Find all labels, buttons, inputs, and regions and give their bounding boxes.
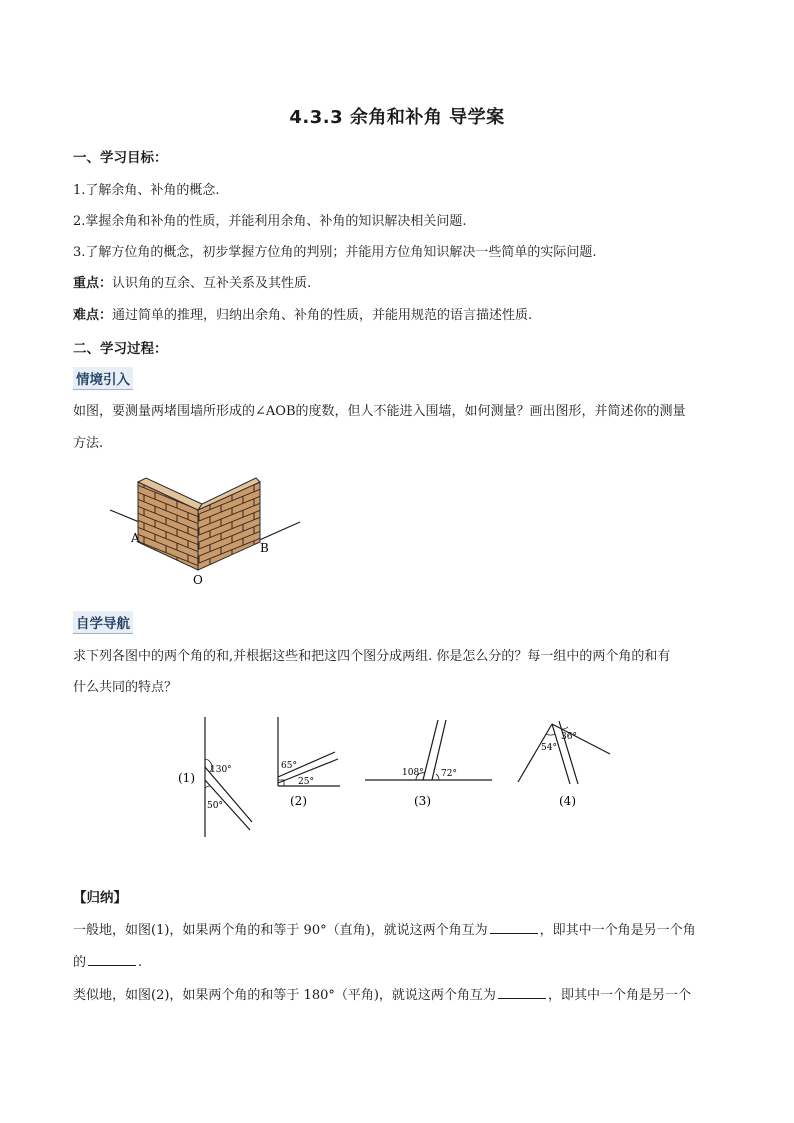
brick-wall-figure: [100, 470, 320, 590]
fig3-angle-72: 72°: [441, 769, 457, 779]
figure-3: [365, 720, 492, 808]
goal-item-3: 3.了解方位角的概念，初步掌握方位角的判别；并能用方位角知识解决一些简单的实际问题.: [73, 245, 597, 260]
fig1-label: (1): [178, 771, 195, 785]
page-title: 4.3.3 余角和补角 导学案: [289, 107, 505, 128]
self-study-text-line-2: 什么共同的特点？: [73, 680, 178, 695]
angle-figures: [170, 712, 620, 842]
label-o: O: [193, 573, 203, 587]
figure-4: [518, 721, 610, 808]
self-study-text-line-1: 求下列各图中的两个角的和,并根据这些和把这四个图分成两组. 你是怎么分的？每一组中的两个角的和有: [73, 649, 671, 664]
difficulty-text: 通过简单的推理，归纳出余角、补角的性质，并能用规范的语言描述性质.: [112, 308, 533, 323]
difficulty-label: 难点：: [73, 308, 113, 323]
fig1-angle-50: 50°: [207, 801, 223, 811]
summary-p1-part-b: ，即其中一个角是另一个角: [539, 923, 696, 938]
figure-1: [178, 717, 252, 837]
summary-heading: 【归纳】: [73, 890, 127, 906]
label-a: A: [131, 531, 140, 545]
key-point-line: [73, 272, 311, 291]
key-point-label: 重点：: [73, 276, 113, 291]
key-point-text: 认识角的互余、互补关系及其性质.: [112, 276, 312, 291]
ray-ob: [255, 522, 300, 542]
goal-item-2: 2.掌握余角和补角的性质，并能利用余角、补角的知识解决相关问题.: [73, 214, 467, 229]
summary-paragraph-2: [73, 984, 691, 1003]
blank-complement-of[interactable]: [88, 953, 136, 966]
section-heading-process: 二、学习过程：: [73, 341, 168, 357]
section-heading-goals: 一、学习目标：: [73, 150, 168, 166]
summary-p1-part-a: 一般地，如图(1)，如果两个角的和等于 90°（直角)，就说这两个角互为: [73, 923, 488, 938]
figure-2: [278, 717, 340, 808]
intro-text-line-1: 如图，要测量两堵围墙所形成的∠AOB的度数，但人不能进入围墙，如何测量？画出图形，并简述你的测量: [73, 404, 686, 419]
summary-paragraph-1: [73, 919, 696, 938]
summary-p2-part-b: ，即其中一个角是另一个: [547, 988, 691, 1003]
fig2-angle-25: 25°: [298, 777, 314, 787]
fig1-angle-130: 130°: [210, 765, 232, 775]
tag-self-study: 自学导航: [73, 611, 133, 634]
summary-p1-part-c: 的: [73, 955, 87, 970]
fig3-angle-108: 108°: [402, 768, 424, 778]
goal-item-1: 1.了解余角、补角的概念.: [73, 183, 220, 198]
summary-p1-part-d: .: [138, 955, 143, 970]
label-b: B: [260, 541, 269, 555]
fig2-angle-65: 65°: [281, 761, 297, 771]
fig3-label: (3): [414, 794, 431, 808]
tag-scenario-intro: 情境引入: [73, 367, 133, 390]
summary-p2-part-a: 类似地，如图(2)，如果两个角的和等于 180°（平角)，就说这两个角互为: [73, 988, 496, 1003]
intro-text-line-2: 方法.: [73, 436, 104, 451]
fig4-angle-54: 54°: [541, 743, 557, 753]
blank-supplementary[interactable]: [498, 986, 546, 999]
fig2-label: (2): [290, 794, 307, 808]
difficulty-line: [73, 304, 532, 323]
summary-paragraph-1-cont: [73, 951, 142, 970]
fig4-angle-36: 36°: [561, 732, 577, 742]
fig4-label: (4): [559, 794, 576, 808]
blank-complementary[interactable]: [490, 921, 538, 934]
